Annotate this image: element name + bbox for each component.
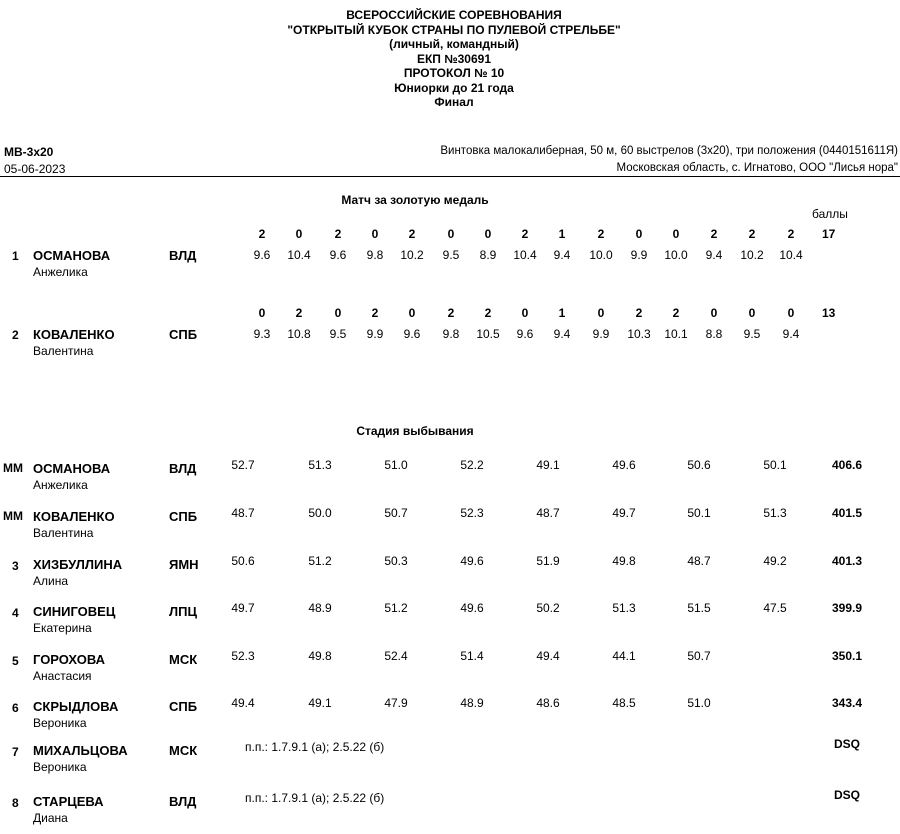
series-score: 49.6	[460, 554, 484, 568]
title-line: Финал	[434, 95, 474, 109]
athlete-first-name: Алина	[33, 574, 69, 588]
series-score: 52.3	[231, 649, 255, 663]
shot-value: 10.3	[627, 327, 651, 341]
total-score: DSQ	[834, 788, 861, 802]
series-score: 49.6	[612, 458, 636, 472]
series-score: 51.4	[460, 649, 484, 663]
event-code: МВ-3х20	[4, 145, 54, 159]
place-number: 7	[12, 745, 19, 759]
shot-value: 10.5	[476, 327, 500, 341]
shot-value: 10.4	[287, 248, 311, 262]
set-point: 0	[334, 306, 342, 320]
shot-value: 10.2	[740, 248, 764, 262]
series-score: 48.7	[687, 554, 711, 568]
total-score: 399.9	[832, 601, 863, 615]
athlete-surname: ХИЗБУЛЛИНА	[33, 557, 123, 572]
series-score: 52.7	[231, 458, 255, 472]
series-score: 48.7	[536, 506, 560, 520]
title-line: Юниорки до 21 года	[394, 80, 514, 95]
athlete-surname: ГОРОХОВА	[33, 652, 106, 667]
event-venue: Московская область, с. Игнатово, ООО "Лисья нора"	[616, 162, 898, 174]
shot-value: 10.8	[287, 327, 311, 341]
set-point: 0	[521, 306, 529, 320]
series-score: 51.3	[763, 506, 787, 520]
series-score: 49.6	[460, 601, 484, 615]
series-score: 50.1	[763, 458, 787, 472]
title-line: "ОТКРЫТЫЙ КУБОК СТРАНЫ ПО ПУЛЕВОЙ СТРЕЛЬБЕ"	[287, 22, 621, 37]
shot-value: 8.9	[479, 248, 497, 262]
athlete-first-name: Екатерина	[33, 621, 92, 635]
athlete-region: ЛПЦ	[169, 604, 197, 619]
shot-value: 10.0	[589, 248, 613, 262]
shot-value: 9.4	[553, 327, 571, 341]
place-number: 1	[12, 249, 19, 263]
set-point: 1	[558, 227, 566, 241]
series-score: 50.0	[308, 506, 332, 520]
place-number: 4	[12, 606, 19, 620]
series-score: 52.2	[460, 458, 484, 472]
place-number: 3	[12, 559, 19, 573]
series-score: 51.0	[384, 458, 408, 472]
athlete-region: СПБ	[169, 509, 198, 524]
set-point: 2	[334, 227, 342, 241]
place-number: 5	[12, 654, 19, 668]
title-line: (личный, командный)	[389, 37, 519, 51]
athlete-region: СПБ	[169, 327, 198, 342]
series-score: 50.7	[687, 649, 711, 663]
athlete-first-name: Вероника	[33, 760, 87, 774]
series-score: 50.3	[384, 554, 408, 568]
shot-value: 10.0	[664, 248, 688, 262]
athlete-surname: КОВАЛЕНКО	[33, 327, 115, 342]
athlete-first-name: Анжелика	[33, 478, 88, 492]
shot-value: 9.3	[253, 327, 271, 341]
shot-value: 9.5	[442, 248, 460, 262]
match-points: 13	[822, 306, 836, 320]
place-number: ММ	[3, 509, 23, 523]
athlete-first-name: Валентина	[33, 344, 94, 358]
shot-value: 9.8	[366, 248, 384, 262]
set-point: 0	[371, 227, 379, 241]
header-divider	[0, 176, 900, 177]
series-score: 51.3	[612, 601, 636, 615]
shot-value: 9.4	[705, 248, 723, 262]
shot-value: 9.6	[403, 327, 421, 341]
series-score: 50.2	[536, 601, 560, 615]
set-point: 2	[748, 227, 756, 241]
athlete-region: ЯМН	[169, 557, 199, 572]
set-point: 2	[521, 227, 529, 241]
series-score: 52.3	[460, 506, 484, 520]
shot-value: 10.4	[779, 248, 803, 262]
points-label: баллы	[812, 207, 848, 221]
set-point: 0	[748, 306, 756, 320]
athlete-region: МСК	[169, 652, 198, 667]
athlete-region: СПБ	[169, 699, 198, 714]
athlete-region: ВЛД	[169, 794, 197, 809]
gold-match-title: Матч за золотую медаль	[341, 193, 489, 207]
set-point: 2	[447, 306, 455, 320]
athlete-region: МСК	[169, 743, 198, 758]
total-score: 350.1	[832, 649, 863, 663]
set-point: 2	[484, 306, 492, 320]
series-score: 50.7	[384, 506, 408, 520]
set-point: 2	[672, 306, 680, 320]
series-score: 49.8	[308, 649, 332, 663]
series-score: 49.7	[612, 506, 636, 520]
athlete-surname: ОСМАНОВА	[33, 461, 111, 476]
series-score: 49.8	[612, 554, 636, 568]
series-score: 50.6	[687, 458, 711, 472]
set-point: 2	[710, 227, 718, 241]
set-point: 0	[258, 306, 266, 320]
athlete-region: ВЛД	[169, 461, 197, 476]
shot-value: 10.2	[400, 248, 424, 262]
total-score: 343.4	[832, 696, 863, 710]
place-number: 8	[12, 796, 19, 810]
series-score: 51.2	[308, 554, 332, 568]
athlete-surname: СИНИГОВЕЦ	[33, 604, 116, 619]
shot-value: 9.9	[630, 248, 648, 262]
shot-value: 9.9	[592, 327, 610, 341]
series-score: 51.3	[308, 458, 332, 472]
series-score: 49.7	[231, 601, 255, 615]
shot-value: 9.6	[253, 248, 271, 262]
series-score: 51.0	[687, 696, 711, 710]
shot-value: 9.6	[329, 248, 347, 262]
shot-value: 8.8	[705, 327, 723, 341]
shot-value: 10.4	[513, 248, 537, 262]
athlete-region: ВЛД	[169, 248, 197, 263]
title-line: ВСЕРОССИЙСКИЕ СОРЕВНОВАНИЯ	[346, 8, 562, 22]
set-point: 0	[408, 306, 416, 320]
event-discipline: Винтовка малокалиберная, 50 м, 60 выстрелов (3х20), три положения (0440151611Я)	[440, 145, 898, 157]
place-number: ММ	[3, 461, 23, 475]
elimination-title: Стадия выбывания	[356, 424, 474, 438]
set-point: 0	[710, 306, 718, 320]
series-score: 51.2	[384, 601, 408, 615]
athlete-surname: СКРЫДЛОВА	[33, 699, 119, 714]
athlete-first-name: Диана	[33, 811, 68, 825]
total-score: 401.3	[832, 554, 863, 568]
total-score: DSQ	[834, 737, 861, 751]
series-score: 48.7	[231, 506, 255, 520]
athlete-first-name: Анастасия	[33, 669, 92, 683]
shot-value: 9.9	[366, 327, 384, 341]
place-number: 2	[12, 328, 19, 342]
series-score: 48.9	[308, 601, 332, 615]
series-score: 50.6	[231, 554, 255, 568]
shot-value: 9.5	[743, 327, 761, 341]
set-point: 0	[672, 227, 680, 241]
series-score: 44.1	[612, 649, 636, 663]
series-score: 49.2	[763, 554, 787, 568]
set-point: 2	[787, 227, 795, 241]
set-point: 0	[635, 227, 643, 241]
set-point: 2	[371, 306, 379, 320]
shot-value: 9.5	[329, 327, 347, 341]
series-score: 49.1	[536, 458, 560, 472]
disqualification-note: п.п.: 1.7.9.1 (а); 2.5.22 (б)	[245, 791, 385, 805]
athlete-surname: ОСМАНОВА	[33, 248, 111, 263]
shot-value: 9.4	[553, 248, 571, 262]
shot-value: 9.4	[782, 327, 800, 341]
athlete-first-name: Анжелика	[33, 265, 88, 279]
title-line: ЕКП №30691	[416, 51, 492, 66]
title-line: ПРОТОКОЛ № 10	[403, 66, 505, 80]
series-score: 48.6	[536, 696, 560, 710]
set-point: 0	[447, 227, 455, 241]
series-score: 47.9	[384, 696, 408, 710]
set-point: 2	[295, 306, 303, 320]
series-score: 51.5	[687, 601, 711, 615]
series-score: 50.1	[687, 506, 711, 520]
series-score: 49.4	[536, 649, 560, 663]
athlete-surname: СТАРЦЕВА	[33, 794, 104, 809]
shot-value: 9.6	[516, 327, 534, 341]
set-point: 0	[787, 306, 795, 320]
set-point: 2	[635, 306, 643, 320]
athlete-surname: МИХАЛЬЦОВА	[33, 743, 128, 758]
total-score: 406.6	[832, 458, 863, 472]
shot-value: 10.1	[664, 327, 688, 341]
series-score: 49.1	[308, 696, 332, 710]
athlete-surname: КОВАЛЕНКО	[33, 509, 115, 524]
set-point: 2	[408, 227, 416, 241]
event-date: 05-06-2023	[4, 162, 66, 176]
series-score: 49.4	[231, 696, 255, 710]
athlete-first-name: Валентина	[33, 526, 94, 540]
set-point: 1	[558, 306, 566, 320]
shot-value: 9.8	[442, 327, 460, 341]
series-score: 51.9	[536, 554, 560, 568]
total-score: 401.5	[832, 506, 863, 520]
series-score: 47.5	[763, 601, 787, 615]
series-score: 48.5	[612, 696, 636, 710]
series-score: 48.9	[460, 696, 484, 710]
athlete-first-name: Вероника	[33, 716, 87, 730]
set-point: 2	[597, 227, 605, 241]
disqualification-note: п.п.: 1.7.9.1 (а); 2.5.22 (б)	[245, 740, 385, 754]
set-point: 0	[295, 227, 303, 241]
set-point: 2	[258, 227, 266, 241]
series-score: 52.4	[384, 649, 408, 663]
set-point: 0	[484, 227, 492, 241]
set-point: 0	[597, 306, 605, 320]
match-points: 17	[822, 227, 836, 241]
place-number: 6	[12, 701, 19, 715]
